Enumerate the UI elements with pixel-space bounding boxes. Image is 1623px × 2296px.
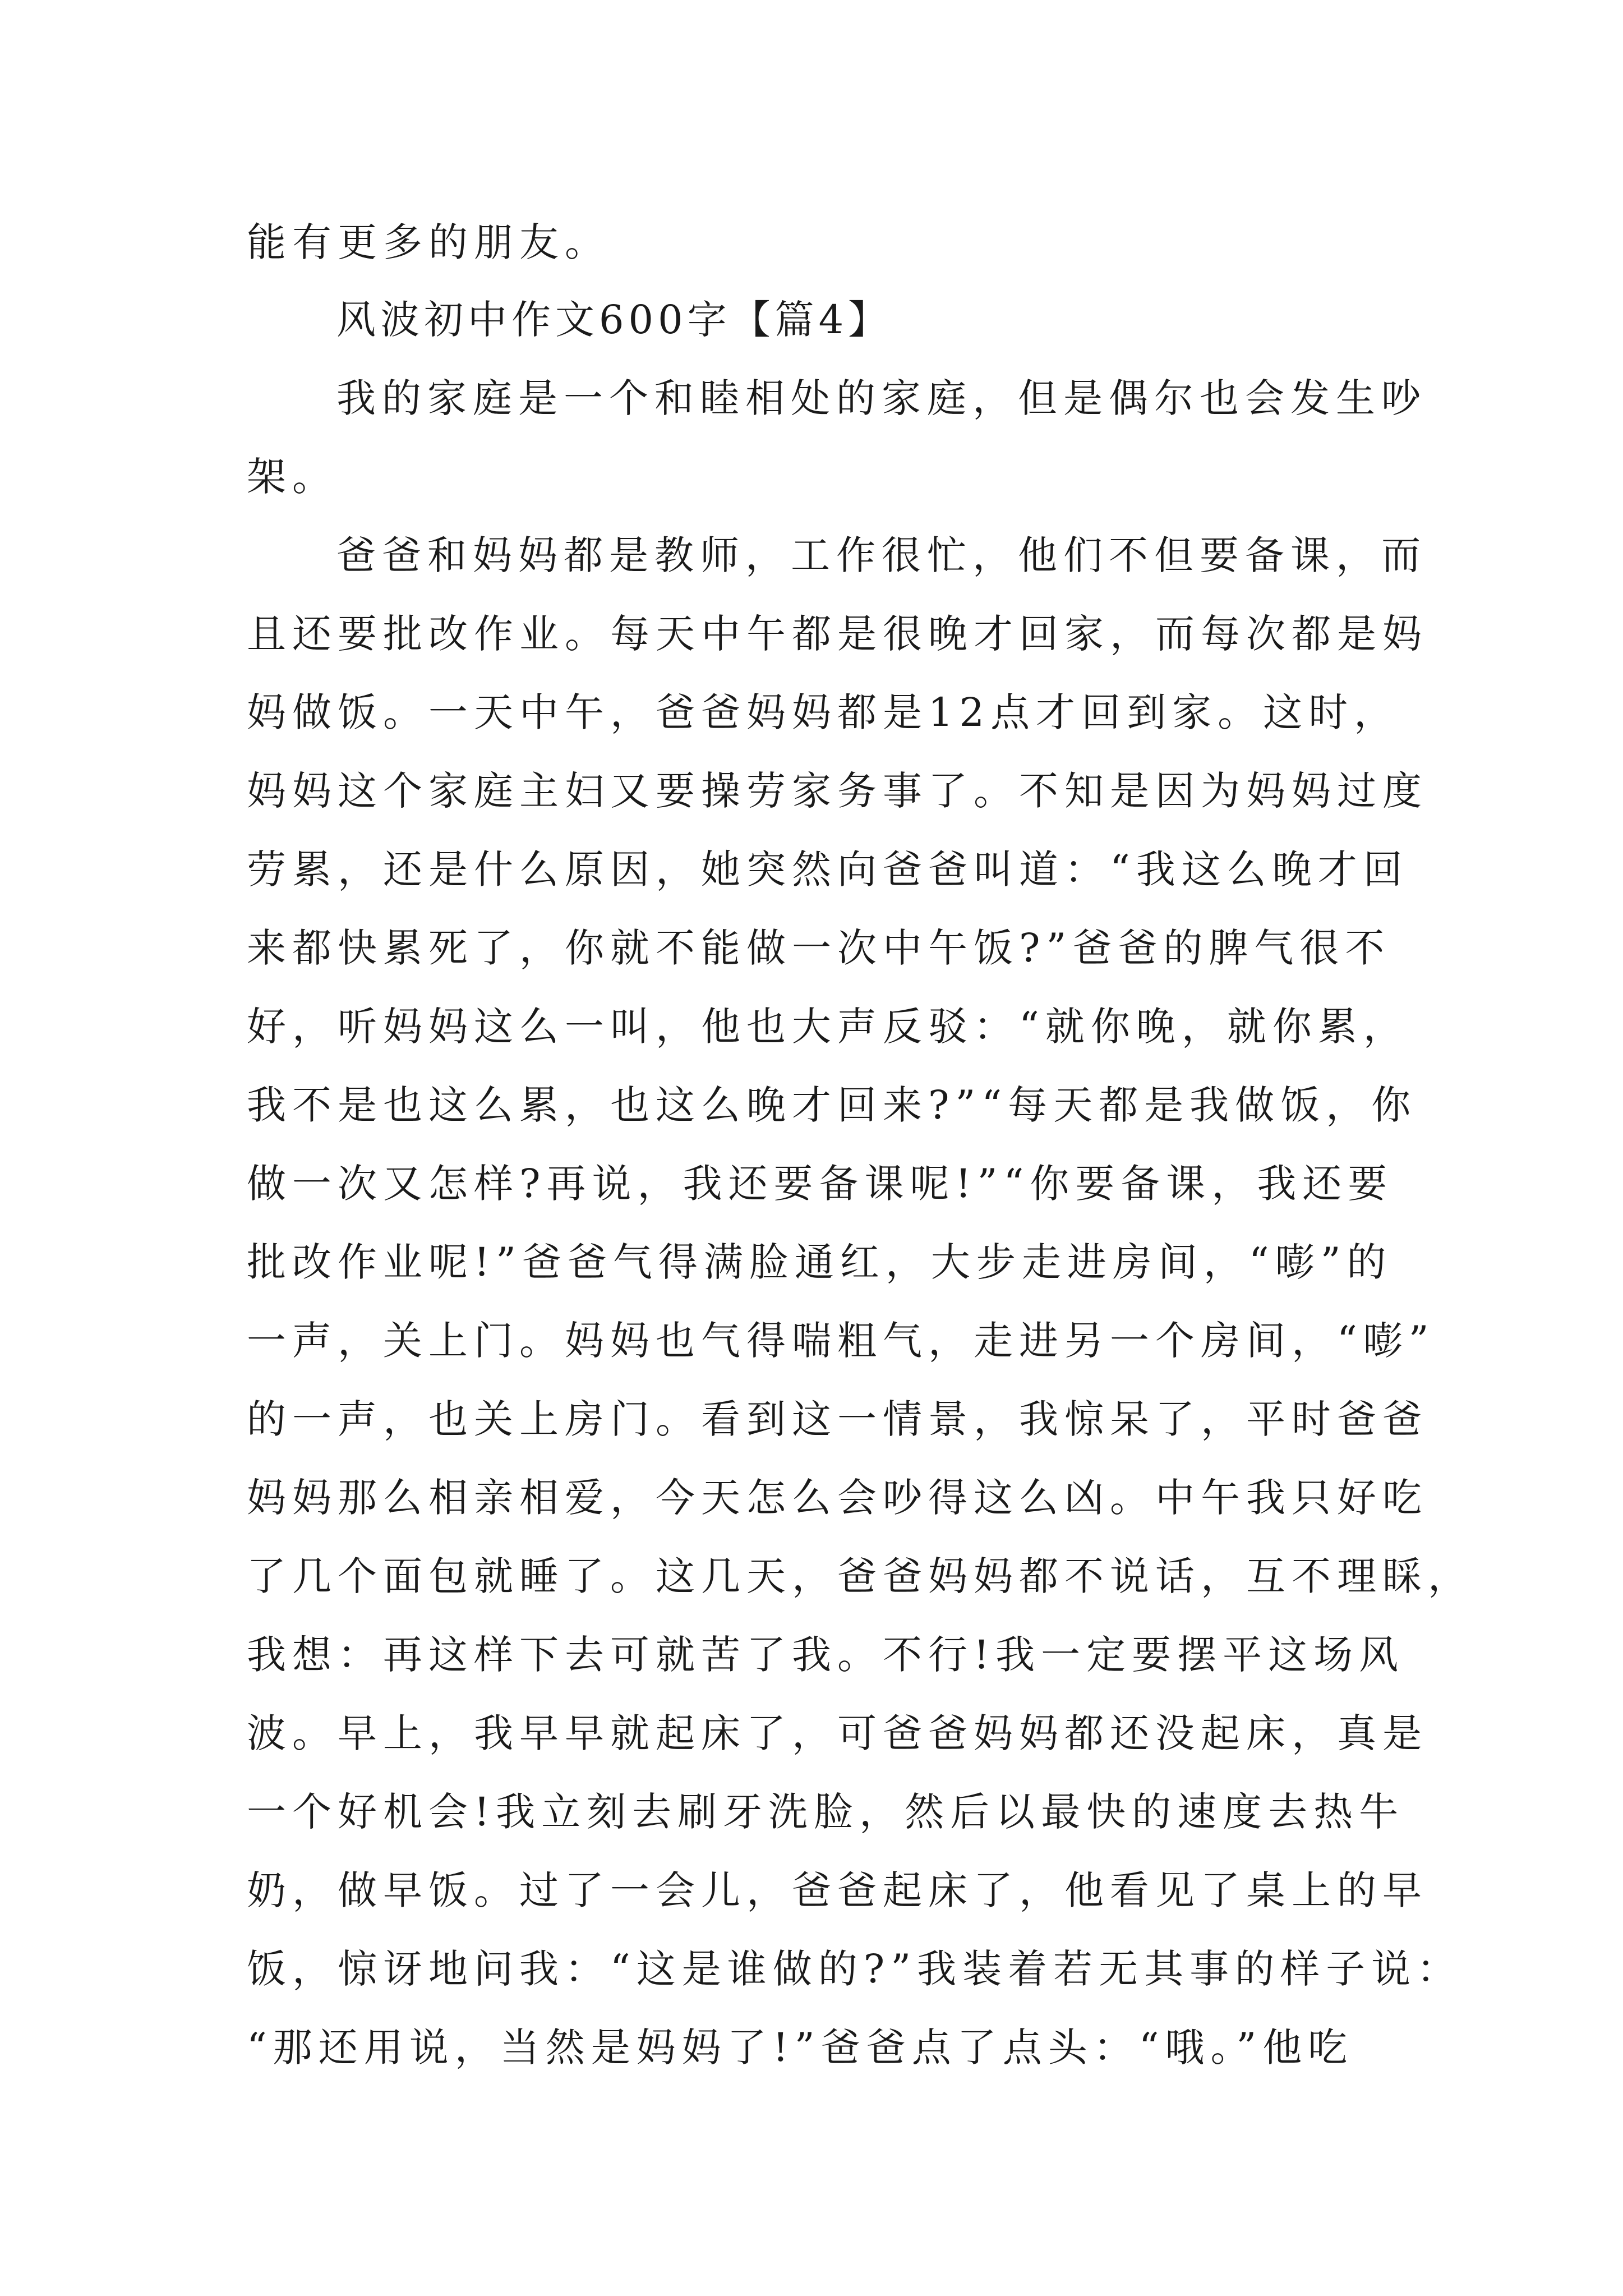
text-line: 波。早上，我早早就起床了，可爸爸妈妈都还没起床，真是	[247, 1710, 1428, 1756]
text-line: 奶，做早饭。过了一会儿，爸爸起床了，他看见了桌上的早	[247, 1867, 1428, 1913]
text-line: 我的家庭是一个和睦相处的家庭，但是偶尔也会发生吵	[336, 375, 1427, 421]
text-line: 妈妈那么相亲相爱，今天怎么会吵得这么凶。中午我只好吃	[247, 1475, 1428, 1521]
text-line: 了几个面包就睡了。这几天，爸爸妈妈都不说话，互不理睬，	[247, 1553, 1473, 1599]
text-line: 我想：再这样下去可就苦了我。不行!我一定要摆平这场风	[247, 1632, 1405, 1678]
text-line: 好，听妈妈这么一叫，他也大声反驳：“就你晚，就你累，	[247, 1004, 1409, 1050]
text-line: 饭，惊讶地问我：“这是谁做的?”我装着若无其事的样子说：	[247, 1946, 1463, 1992]
text-line: 爸爸和妈妈都是教师，工作很忙，他们不但要备课，而	[336, 532, 1427, 578]
text-line: 做一次又怎样?再说，我还要备课呢!”“你要备课，我还要	[247, 1161, 1394, 1207]
section-title: 风波初中作文600字【篇4】	[336, 297, 892, 343]
text-line: 能有更多的朋友。	[247, 219, 610, 265]
text-line: 劳累，还是什么原因，她突然向爸爸叫道：“我这么晚才回	[247, 846, 1409, 892]
text-line: 妈妈这个家庭主妇又要操劳家务事了。不知是因为妈妈过度	[247, 768, 1428, 814]
text-line: 妈做饭。一天中午，爸爸妈妈都是12点才回到家。这时，	[247, 689, 1400, 735]
text-line: 一声，关上门。妈妈也气得喘粗气，走进另一个房间，“嘭”	[247, 1318, 1435, 1364]
text-line: 的一声，也关上房门。看到这一情景，我惊呆了，平时爸爸	[247, 1396, 1428, 1442]
text-line: “那还用说，当然是妈妈了!”爸爸点了点头：“哦。”他吃	[247, 2024, 1354, 2070]
text-line: 架。	[247, 454, 338, 500]
text-line: 我不是也这么累，也这么晚才回来?”“每天都是我做饭，你	[247, 1082, 1417, 1128]
text-line: 来都快累死了，你就不能做一次中午饭?”爸爸的脾气很不	[247, 925, 1391, 971]
text-line: 批改作业呢!”爸爸气得满脸通红，大步走进房间，“嘭”的	[247, 1239, 1393, 1285]
text-line: 且还要批改作业。每天中午都是很晚才回家，而每次都是妈	[247, 611, 1428, 657]
text-line: 一个好机会!我立刻去刷牙洗脸，然后以最快的速度去热牛	[247, 1789, 1405, 1835]
